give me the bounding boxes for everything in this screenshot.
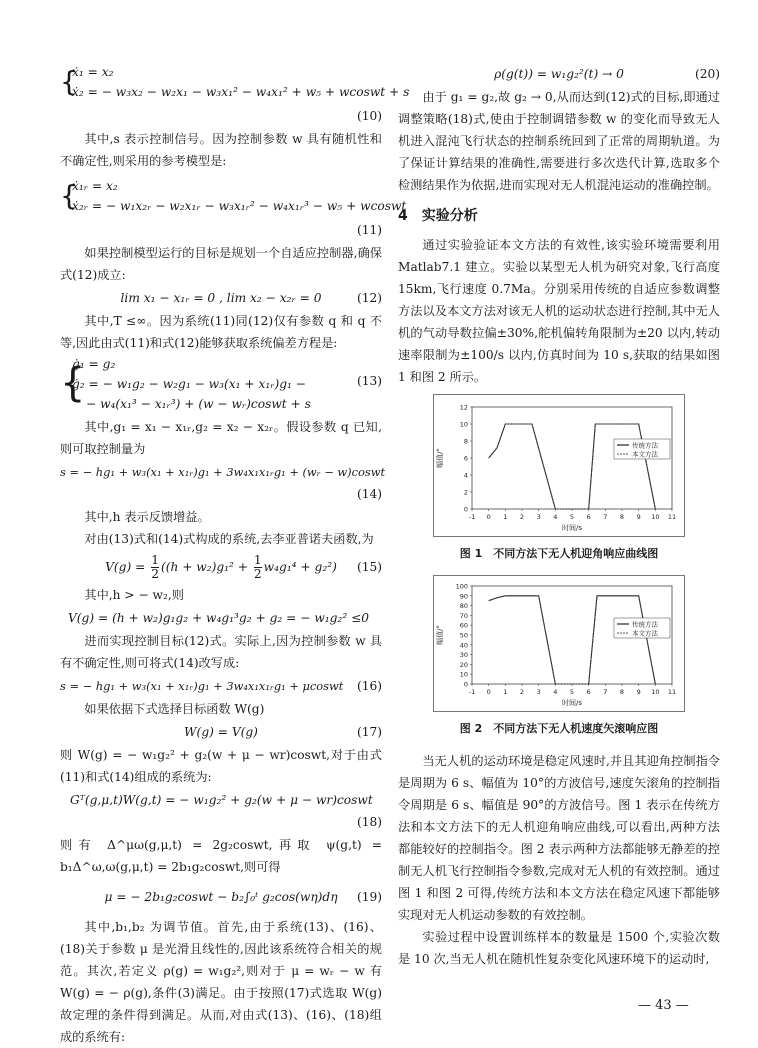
x-tick-label: 0 (486, 513, 491, 521)
x-tick-label: 1 (503, 513, 508, 521)
equation-13-line-3: − w₄(x₁³ − x₁ᵣ³) + (w − wᵣ)coswt + s (86, 397, 311, 411)
right-column (398, 62, 720, 970)
equation-17-number: (17) (356, 725, 382, 739)
equation-16 (60, 676, 382, 696)
x-tick-label: 4 (553, 513, 558, 521)
page-number: — 43 — (638, 998, 689, 1013)
y-axis-label: 幅值/° (436, 625, 444, 645)
equation-15 (60, 552, 382, 582)
equation-13-number: (13) (356, 374, 382, 388)
paragraph: 通过实验验证本文方法的有效性,该实验环境需要利用 Matlab7.1 建立。实验以某型无人机为研究对象,飞行高度 15km,飞行速度 0.7Ma。分别采用传统的自适应参数调整方法以及本文方法对该无人机的运动状态进行控制,其中无人机的气动导数拉偏±30%,舵机偏转角限制为±20 以内,转动速率限制为±100/s 以内,仿真时间为 10 s,获取的结果如图 1 和图 2 所示。 (398, 238, 720, 384)
fraction-denominator: 2 (253, 567, 262, 581)
equation-20-number: (20) (694, 67, 720, 81)
paragraph: 其中,h > − w₂,则 (84, 588, 184, 602)
equation-10-number: (10) (356, 109, 382, 123)
figure-2 (433, 575, 685, 712)
equation-v-text: V(g) = (h + w₂)g₁g₂ + w₄g₁³g₂ + g₂ = − w₁g₂² ≤0 (68, 611, 370, 625)
x-tick-label: 2 (519, 688, 525, 696)
paragraph: 则 W(g) = − w₁g₂² + g₂(w + μ − wr)coswt,对于由式(11)和式(14)组成的系统为: (60, 748, 382, 784)
x-tick-label: 5 (569, 688, 575, 696)
paragraph: 实验过程中设置训练样本的数量是 1500 个,实验次数是 10 次,当无人机在随机性复杂变化风速环境下的运动时, (398, 930, 720, 966)
legend-label: 本文方法 (632, 629, 658, 638)
legend-label: 本文方法 (632, 450, 658, 459)
paragraph: 则有 Δ^μω(g,μ,t) = 2g₂coswt,再取 ψ(g,t) = b₁Δ^ω,ω(g,μ,t) = 2b₁g₂coswt,则可得 (60, 838, 382, 874)
x-tick-label: -1 (468, 513, 476, 521)
x-tick-label: 8 (619, 513, 625, 521)
figure-2-caption: 图 2 不同方法下无人机速度矢滚响应图 (459, 722, 659, 735)
figure-1-caption: 图 1 不同方法下无人机迎角响应曲线图 (459, 547, 659, 560)
paragraph: 其中,g₁ = x₁ − x₁ᵣ,g₂ = x₂ − x₂ᵣ。假设参数 q 已知,则可取控制量为 (60, 420, 382, 456)
equation-10: { ẋ₁ = x₂ ẋ₂ = − w₃x₂ − w₂x₁ − w₃x₁² − w₄x₁² + w₅ + wcoswt + s (60, 62, 382, 104)
y-tick-label: 90 (459, 592, 468, 601)
x-tick-label: 7 (603, 688, 608, 696)
y-tick-label: 60 (459, 621, 468, 630)
fraction-numerator: 1 (151, 553, 159, 567)
x-tick-label: 9 (636, 513, 641, 521)
x-tick-label: 2 (519, 513, 525, 521)
x-tick-label: 4 (553, 688, 558, 696)
y-tick-label: 40 (459, 641, 468, 650)
equation-14 (60, 462, 386, 482)
paragraph: 其中,T ≤∞。因为系统(11)同(12)仅有参数 q 和 q 不等,因此由式(11)和式(12)能够获取系统偏差方程是: (60, 314, 382, 350)
y-tick-label: 100 (455, 582, 468, 591)
equation-20-text: ρ(g(t)) = w₁g₂²(t) → 0 (494, 67, 624, 81)
x-tick-label: 6 (586, 513, 591, 521)
x-axis-label: 时间/s (561, 524, 583, 532)
equation-16-number: (16) (356, 679, 382, 693)
equation-15-end: w₄g₁⁴ + g₂²) (263, 560, 337, 574)
equation-15-left: V(g) = (105, 560, 146, 574)
y-tick-label: 70 (459, 611, 468, 620)
y-tick-label: 0 (463, 680, 468, 689)
equation-19 (60, 880, 382, 914)
equation-15-number: (15) (356, 560, 382, 574)
equation-18 (60, 790, 382, 810)
legend-label: 传统方法 (632, 441, 658, 450)
equation-12-number: (12) (356, 291, 382, 305)
equation-15-middle: ((h + w₂)g₁² + (160, 560, 249, 574)
x-tick-label: 11 (667, 688, 677, 696)
equation-20 (398, 64, 720, 84)
y-tick-label: 10 (459, 420, 468, 429)
paragraph: 如果依据下式选择目标函数 W(g) (84, 702, 265, 716)
x-axis-label: 时间/s (561, 699, 583, 707)
paragraph: 进而实现控制目标(12)式。实际上,因为控制参数 w 具有不确定性,则可将式(14)改写成: (60, 634, 382, 670)
paragraph: 当无人机的运动环境是稳定风速时,并且其迎角控制指令是周期为 6 s、幅值为 10°的方波信号,速度矢滚角的控制指令周期是 6 s、幅值是 90°的方波信号。图 1 表示在传统方法和本文方法下的无人机迎角响应曲线,可以看出,两种方法都能较好的控制指令。图 2 表示两种方法都能够无静差的控制无人机飞行控制指令参数,完成对无人机的有效控制。通过图 1 和图 2 可得,传统方法和本文方法在稳定风速下都能够实现对无人机运动参数的有效控制。 (398, 754, 720, 922)
x-tick-label: 10 (651, 513, 660, 521)
x-tick-label: 7 (603, 513, 608, 521)
equation-16-text: s = − hg₁ + w₃(x₁ + x₁ᵣ)g₁ + 3w₄x₁x₁ᵣg₁ + μcoswt (60, 679, 344, 693)
y-tick-label: 12 (459, 403, 468, 412)
y-tick-label: 50 (459, 631, 468, 640)
equation-17-text: W(g) = V(g) (184, 725, 258, 739)
x-tick-label: 5 (569, 513, 575, 521)
y-tick-label: 10 (459, 670, 468, 679)
paragraph: 其中,s 表示控制信号。因为控制参数 w 具有随机性和不确定性,则采用的参考模型是: (60, 132, 382, 168)
x-tick-label: 10 (651, 688, 660, 696)
y-tick-label: 30 (459, 651, 468, 660)
x-tick-label: 1 (503, 688, 508, 696)
fraction-half (151, 554, 159, 581)
equation-18-number: (18) (356, 815, 382, 829)
y-axis-label: 幅值/° (436, 448, 444, 468)
equation-14-text: s = − hg₁ + w₃(x₁ + x₁ᵣ)g₁ + 3w₄x₁x₁ᵣg₁ + (wᵣ − w)coswt (60, 465, 386, 479)
paragraph: 如果控制模型运行的目标是规划一个自适应控制器,确保式(12)成立: (60, 246, 382, 282)
equation-14-number: (14) (356, 487, 382, 501)
x-tick-label: 3 (536, 513, 541, 521)
paragraph: 由于 g₁ = g₂,故 g₂ → 0,从而达到(12)式的目标,即通过调整策略(18)式,使由于控制调错参数 w 的变化而导致无人机进入混沌飞行状态的控制系统回到了正常的周期轨道。为了保证计算结果的准确性,需要进行多次迭代计算,选取多个检测结果作为依据,进而实现对无人机混沌运动的准确控制。 (398, 90, 720, 192)
equation-19-text: μ = − 2b₁g₂coswt − b₂∫₀ᵗ g₂cos(wη)dη (104, 890, 338, 904)
chart-2 (434, 576, 684, 708)
paragraph: 对由(13)式和(14)式构成的系统,去李亚普诺夫函数,为 (84, 532, 374, 546)
fraction-half-2 (254, 554, 262, 581)
x-tick-label: 3 (536, 688, 541, 696)
x-tick-label: 11 (667, 513, 677, 521)
left-column (60, 62, 410, 1048)
y-tick-label: 2 (463, 488, 468, 497)
section-title: 4 实验分析 (398, 208, 478, 224)
equation-10-line-2: ẋ₂ = − w₃x₂ − w₂x₁ − w₃x₁² − w₄x₁² + w₅ + wcoswt + s (72, 85, 410, 99)
x-tick-label: 6 (586, 688, 591, 696)
y-tick-label: 8 (463, 437, 468, 446)
equation-12 (60, 288, 382, 308)
y-tick-label: 0 (463, 505, 468, 514)
equation-11-line-1: ẋ₁ᵣ = x₂ (72, 179, 118, 193)
paragraph: 其中,h 表示反馈增益。 (84, 510, 210, 524)
figure-1 (433, 394, 685, 537)
equation-12-text: lim x₁ − x₁ᵣ = 0 , lim x₂ − x₂ᵣ = 0 (120, 291, 322, 305)
x-tick-label: 9 (636, 688, 641, 696)
y-tick-label: 6 (463, 454, 468, 463)
x-tick-label: -1 (468, 688, 476, 696)
y-tick-label: 4 (463, 471, 468, 480)
equation-10-line-1: ẋ₁ = x₂ (72, 65, 114, 79)
legend-label: 传统方法 (632, 620, 658, 629)
y-tick-label: 20 (459, 660, 468, 669)
equation-18-text: Gᵀ(g,μ,t)W(g,t) = − w₁g₂² + g₂(w + μ − wr)coswt (70, 793, 373, 807)
equation-19-number: (19) (356, 890, 382, 904)
equation-13-line-2: ġ₂ = − w₁g₂ − w₂g₁ − w₃(x₁ + x₁ᵣ)g₁ − (72, 377, 306, 391)
equation-v (60, 608, 382, 628)
equation-17 (60, 722, 382, 742)
fraction-numerator: 1 (253, 553, 262, 567)
equation-11-line-2: ẋ₂ᵣ = − w₁x₂ᵣ − w₂x₁ᵣ − w₃x₁ᵣ² − w₄x₁ᵣ³ − w₅ + wcoswt (72, 199, 407, 213)
chart-1 (434, 395, 684, 533)
y-tick-label: 80 (459, 602, 468, 611)
equation-13-line-1: ġ₁ = g₂ (72, 357, 116, 371)
x-tick-label: 0 (486, 688, 491, 696)
equation-11: { ẋ₁ᵣ = x₂ ẋ₂ᵣ = − w₁x₂ᵣ − w₂x₁ᵣ − w₃x₁ᵣ² − w₄x₁ᵣ³ − w₅ + wcoswt (60, 176, 382, 218)
x-tick-label: 8 (619, 688, 625, 696)
equation-13: { ġ₁ = g₂ ġ₂ = − w₁g₂ − w₂g₁ − w₃(x₁ + x₁ᵣ)g₁ − − w₄(x₁³ − x₁ᵣ³) + (w − wᵣ)coswt + s (13) (60, 354, 382, 416)
equation-11-number: (11) (356, 223, 382, 237)
paragraph: 其中,b₁,b₂ 为调节值。首先,由于系统(13)、(16)、(18)关于参数 μ 是光滑且线性的,因此该系统符合相关的规范。其次,若定义 ρ(g) = w₁g₂²,则对于 μ = wᵣ − w 有 W(g) = − ρ(g),条件(3)满足。由于按照(17)式选取 W(g)故定理的条件得到满足。从而,对由式(13)、(16)、(18)组成的系统有: (60, 920, 382, 1044)
fraction-denominator: 2 (151, 567, 159, 581)
